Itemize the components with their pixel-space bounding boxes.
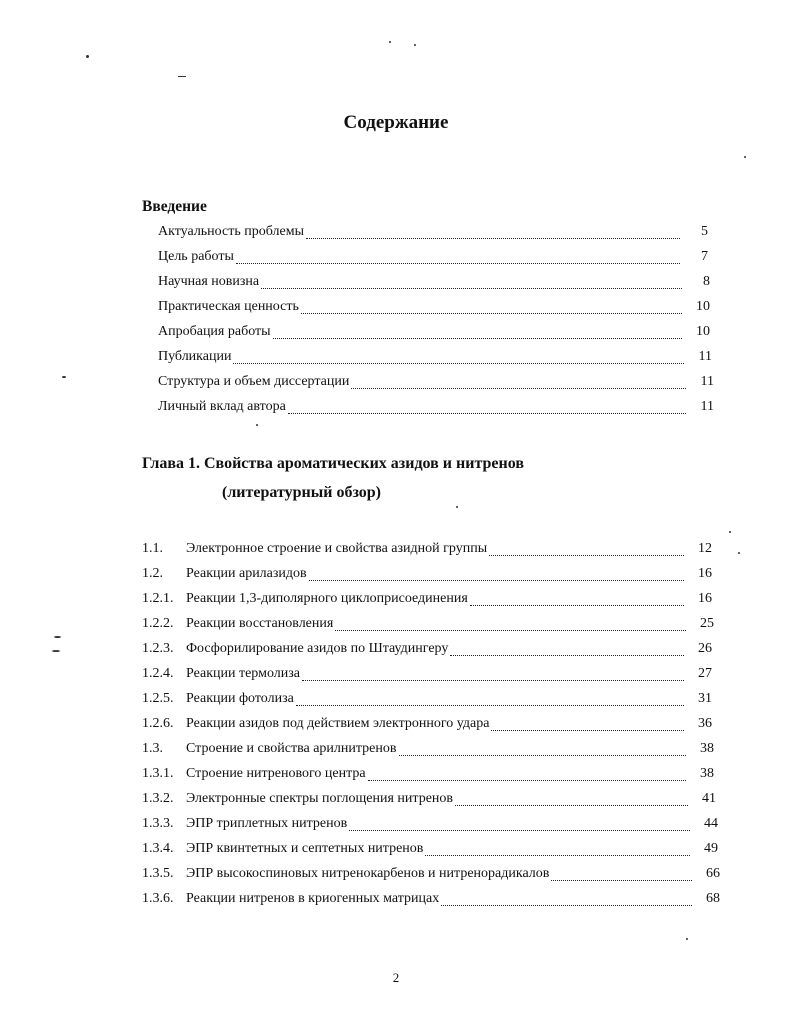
toc-entry (158, 249, 708, 269)
toc-entry-label: Цель работы (158, 249, 234, 264)
toc-entry-label: Реакции фотолиза (186, 691, 294, 706)
dot-leader (450, 655, 684, 656)
scan-speck (54, 636, 61, 638)
scan-speck (62, 376, 66, 378)
toc-entry-page: 11 (700, 374, 714, 389)
scan-speck (729, 531, 731, 533)
toc-entry-label: Строение и свойства арилнитренов (186, 741, 397, 756)
toc-entry-page: 44 (704, 816, 718, 831)
toc-entry-number: 1.2.4. (142, 666, 174, 681)
scan-speck (178, 76, 186, 77)
scan-speck (744, 156, 746, 158)
toc-entry-page: 10 (696, 324, 710, 339)
toc-entry-page: 31 (698, 691, 712, 706)
toc-entry-label: Актуальность проблемы (158, 224, 304, 239)
toc-entry (142, 841, 718, 861)
scan-speck (738, 552, 740, 554)
toc-entry (142, 691, 712, 711)
toc-entry-label: Реакции восстановления (186, 616, 334, 631)
intro-heading: Введение (142, 198, 207, 215)
toc-entry-number: 1.2.2. (142, 616, 174, 631)
toc-entry (158, 274, 710, 294)
toc-entry-page: 36 (698, 716, 712, 731)
dot-leader (551, 880, 692, 881)
toc-entry (142, 741, 714, 761)
toc-entry-label: Апробация работы (158, 324, 271, 339)
dot-leader (349, 830, 690, 831)
toc-entry-label: Реакции нитренов в криогенных матрицах (186, 891, 440, 906)
toc-entry-number: 1.2.5. (142, 691, 174, 706)
dot-leader (306, 238, 680, 239)
toc-entry-label: Фосфорилирование азидов по Штаудингеру (186, 641, 449, 656)
toc-entry-label: ЭПР высокоспиновых нитренокарбенов и нитренорадикалов (186, 866, 550, 881)
toc-entry-page: 38 (700, 741, 714, 756)
dot-leader (425, 855, 690, 856)
toc-entry-label: ЭПР триплетных нитренов (186, 816, 348, 831)
dot-leader (309, 580, 684, 581)
toc-entry-page: 38 (700, 766, 714, 781)
toc-entry-page: 5 (701, 224, 708, 239)
dot-leader (351, 388, 686, 389)
toc-entry-number: 1.3.6. (142, 891, 174, 906)
toc-entry-page: 10 (696, 299, 710, 314)
toc-entry-label: Реакции арилазидов (186, 566, 307, 581)
chapter-heading: Глава 1. Свойства ароматических азидов и нитренов (142, 455, 524, 472)
toc-entry-page: 26 (698, 641, 712, 656)
toc-entry-label: Реакции термолиза (186, 666, 300, 681)
dot-leader (491, 730, 684, 731)
toc-entry (158, 374, 714, 394)
toc-entry-number: 1.3.4. (142, 841, 174, 856)
toc-entry (142, 866, 720, 886)
dot-leader (470, 605, 684, 606)
scan-speck (52, 650, 60, 652)
toc-entry-page: 11 (700, 399, 714, 414)
toc-entry-number: 1.3. (142, 741, 163, 756)
toc-entry-number: 1.3.5. (142, 866, 174, 881)
toc-entry-label: Практическая ценность (158, 299, 299, 314)
dot-leader (335, 630, 686, 631)
toc-entry (142, 816, 718, 836)
dot-leader (455, 805, 688, 806)
toc-entry-label: Реакции 1,3-диполярного циклоприсоединения (186, 591, 468, 606)
dot-leader (273, 338, 682, 339)
toc-entry-label: Публикации (158, 349, 232, 364)
toc-entry (142, 766, 714, 786)
toc-entry-label: Личный вклад автора (158, 399, 286, 414)
toc-entry-label: Структура и объем диссертации (158, 374, 350, 389)
toc-entry-label: Реакции азидов под действием электронного удара (186, 716, 490, 731)
toc-entry-label: Электронные спектры поглощения нитренов (186, 791, 454, 806)
scan-speck (456, 506, 458, 508)
toc-entry (158, 324, 710, 344)
toc-entry (158, 399, 714, 419)
toc-entry (142, 716, 712, 736)
toc-entry (142, 891, 720, 911)
page-number: 2 (392, 970, 400, 985)
toc-entry-page: 41 (702, 791, 716, 806)
toc-entry-number: 1.2.6. (142, 716, 174, 731)
toc-entry-number: 1.3.1. (142, 766, 174, 781)
toc-entry-page: 8 (703, 274, 710, 289)
toc-entry (142, 541, 712, 561)
toc-entry-number: 1.2.1. (142, 591, 174, 606)
toc-entry-page: 49 (704, 841, 718, 856)
toc-entry (142, 591, 712, 611)
scan-speck (86, 55, 89, 58)
dot-leader (301, 313, 682, 314)
toc-entry (142, 791, 716, 811)
toc-entry-page: 66 (706, 866, 720, 881)
toc-entry-label: ЭПР квинтетных и септетных нитренов (186, 841, 424, 856)
dot-leader (233, 363, 684, 364)
dot-leader (288, 413, 686, 414)
toc-entry-page: 12 (698, 541, 712, 556)
dot-leader (399, 755, 687, 756)
toc-entry (142, 641, 712, 661)
toc-entry-page: 25 (700, 616, 714, 631)
chapter-subheading: (литературный обзор) (222, 484, 382, 501)
toc-entry-page: 11 (698, 349, 712, 364)
toc-entry-number: 1.3.3. (142, 816, 174, 831)
toc-entry (158, 349, 712, 369)
toc-entry (142, 566, 712, 586)
toc-entry-number: 1.1. (142, 541, 163, 556)
toc-entry-label: Электронное строение и свойства азидной группы (186, 541, 488, 556)
dot-leader (296, 705, 684, 706)
toc-entry-page: 27 (698, 666, 712, 681)
dot-leader (489, 555, 684, 556)
toc-entry-number: 1.3.2. (142, 791, 174, 806)
scan-speck (686, 938, 688, 940)
scan-speck (414, 44, 416, 46)
toc-entry-number: 1.2.3. (142, 641, 174, 656)
toc-entry-page: 68 (706, 891, 720, 906)
scan-speck (389, 41, 391, 43)
toc-entry-number: 1.2. (142, 566, 163, 581)
dot-leader (261, 288, 682, 289)
toc-entry-label: Научная новизна (158, 274, 260, 289)
toc-entry-page: 7 (701, 249, 708, 264)
toc-entry-page: 16 (698, 591, 712, 606)
toc-entry-page: 16 (698, 566, 712, 581)
dot-leader (236, 263, 680, 264)
scan-speck (256, 424, 258, 426)
toc-entry (158, 299, 710, 319)
dot-leader (441, 905, 692, 906)
dot-leader (302, 680, 684, 681)
toc-entry (142, 616, 714, 636)
toc-entry-label: Строение нитренового центра (186, 766, 366, 781)
page-title: Содержание (343, 112, 449, 133)
toc-entry (142, 666, 712, 686)
toc-entry (158, 224, 708, 244)
dot-leader (368, 780, 686, 781)
